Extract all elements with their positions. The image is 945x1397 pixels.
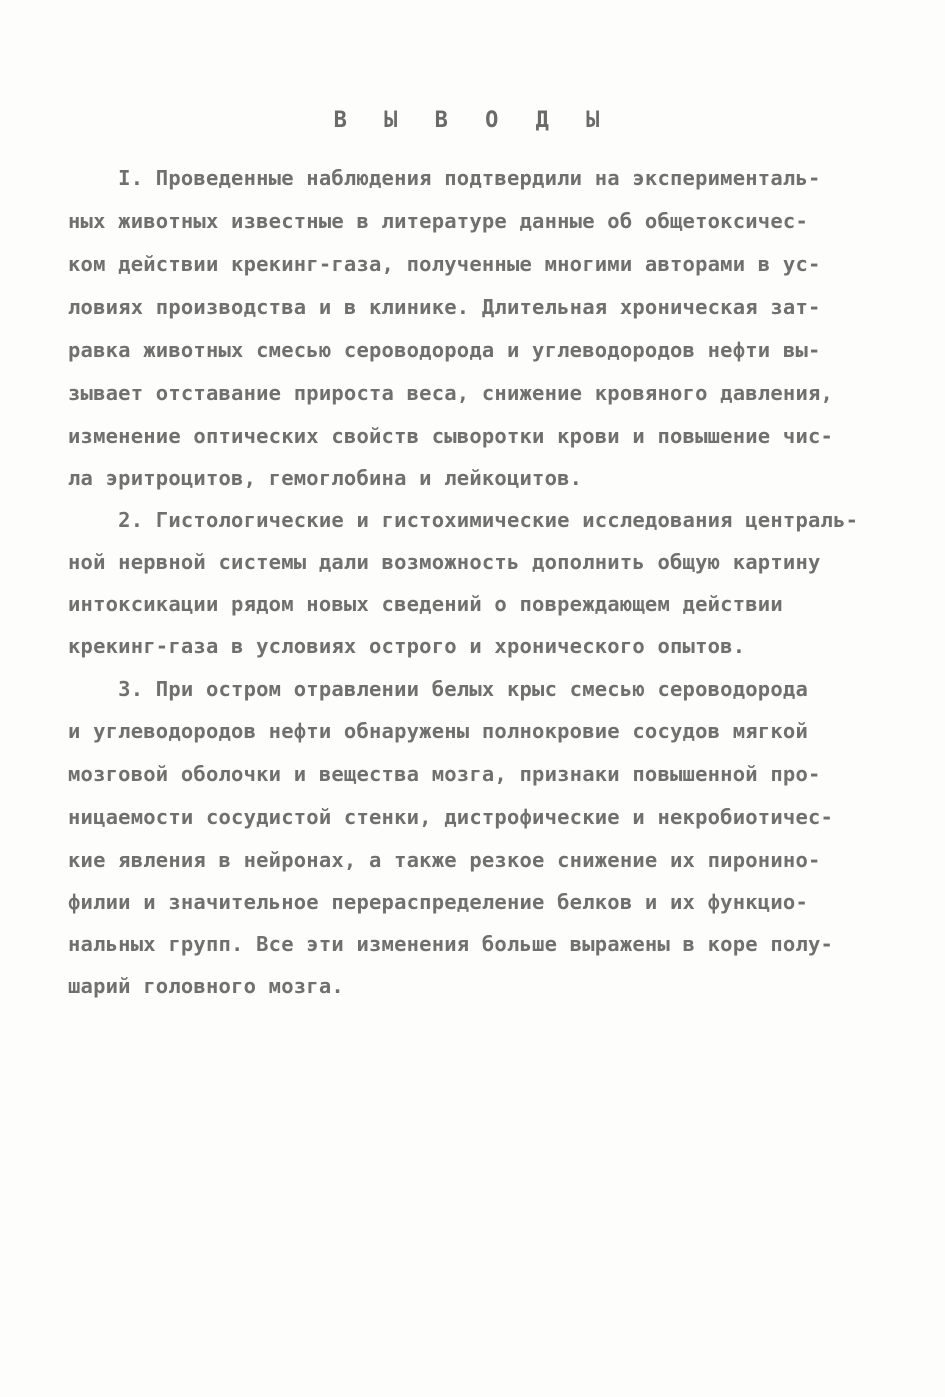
paragraph-3-line: ницаемости сосудистой стенки, дистрофические и некробиотичес-	[68, 805, 834, 829]
paragraph-3-line: шарий головного мозга.	[68, 974, 344, 998]
paragraph-3-line: нальных групп. Все эти изменения больше выражены в коре полу-	[68, 932, 834, 956]
paragraph-1-line: зывает отставание прироста веса, снижение кровяного давления,	[68, 381, 834, 405]
paragraph-2-line: интоксикации рядом новых сведений о повреждающем действии	[68, 592, 783, 616]
paragraph-3-line: филии и значительное перераспределение белков и их функцио-	[68, 890, 808, 914]
paragraph-3-line: и углеводородов нефти обнаружены полнокровие сосудов мягкой	[68, 719, 808, 743]
paragraph-1-line: ловиях производства и в клинике. Длительная хроническая зат-	[68, 295, 821, 319]
paragraph-3-line: мозговой оболочки и вещества мозга, признаки повышенной про-	[68, 762, 821, 786]
paragraph-1-line: ком действии крекинг-газа, полученные многими авторами в ус-	[68, 252, 821, 276]
paragraph-3-line: 3. При остром отравлении белых крыс смесью сероводорода	[68, 677, 808, 701]
paragraph-2-line: крекинг-газа в условиях острого и хронического опытов.	[68, 634, 746, 658]
paragraph-2-line: 2. Гистологические и гистохимические исследования централь-	[68, 508, 859, 532]
paragraph-2-line: ной нервной системы дали возможность дополнить общую картину	[68, 550, 821, 574]
paragraph-1-line: равка животных смесью сероводорода и углеводородов нефти вы-	[68, 338, 821, 362]
page-title: В Ы В О Д Ы	[333, 108, 612, 133]
paragraph-1-line: изменение оптических свойств сыворотки крови и повышение чис-	[68, 424, 834, 448]
paragraph-3-line: кие явления в нейронах, а также резкое снижение их пиронино-	[68, 848, 821, 872]
paragraph-1-line: I. Проведенные наблюдения подтвердили на эксперименталь-	[68, 166, 821, 190]
paragraph-1-line: ных животных известные в литературе данные об общетоксичес-	[68, 209, 808, 233]
paragraph-1-line: ла эритроцитов, гемоглобина и лейкоцитов.	[68, 466, 583, 490]
